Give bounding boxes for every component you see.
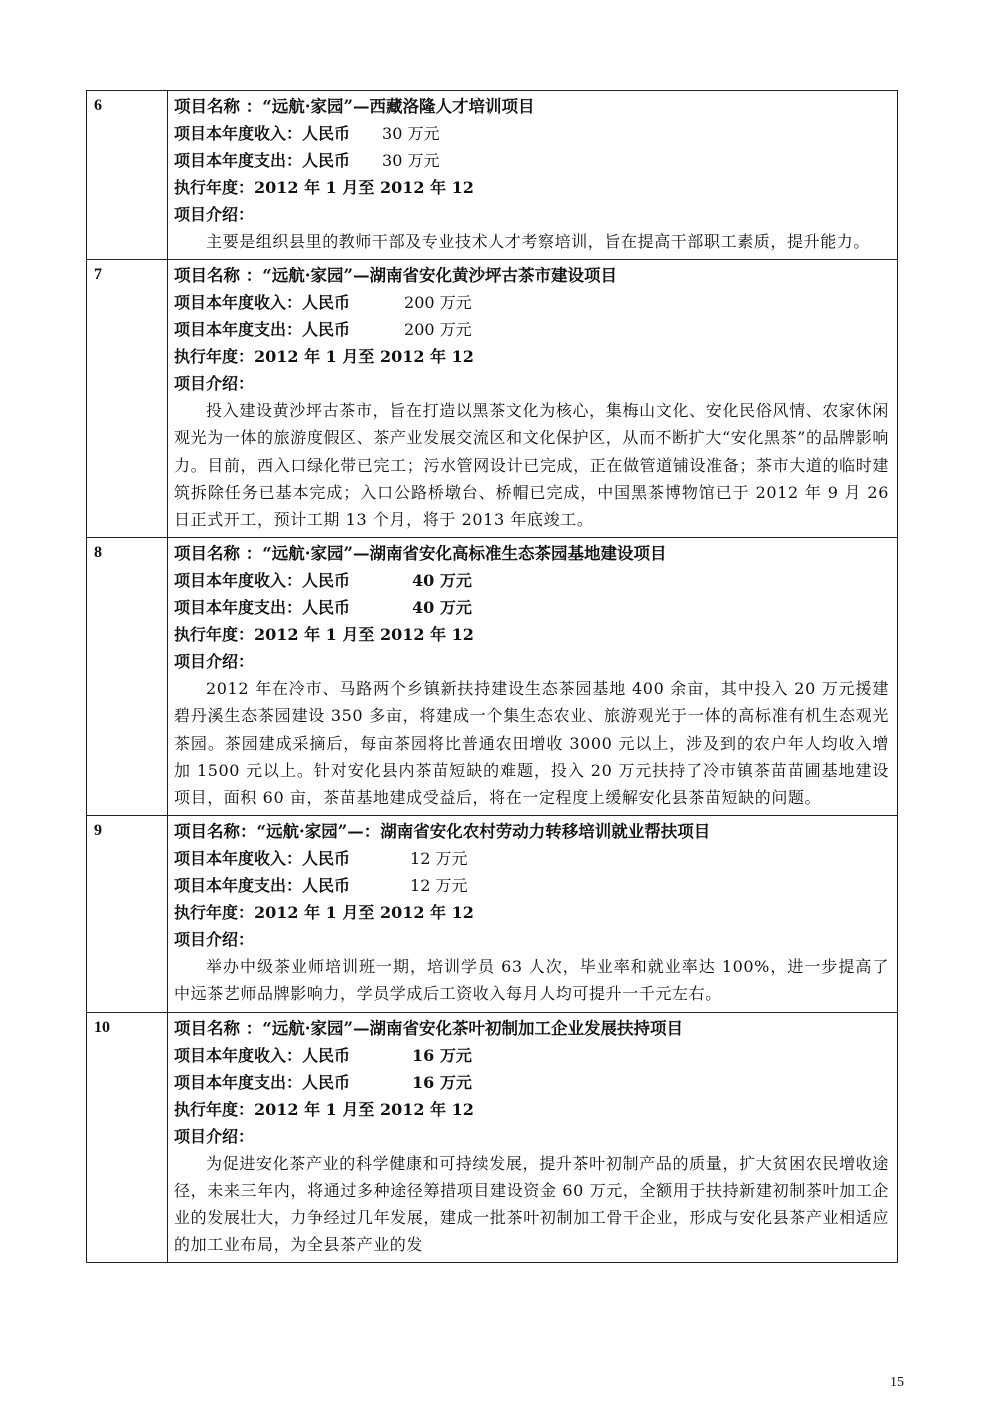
project-income: 项目本年度收入：人民币 16 万元 [174, 1045, 472, 1065]
project-expense: 项目本年度支出：人民币 200 万元 [174, 320, 472, 340]
project-intro-label: 项目介绍： [174, 930, 255, 950]
project-income: 项目本年度收入：人民币 12 万元 [174, 849, 468, 869]
project-intro: 主要是组织县里的教师干部及专业技术人才考察培训，旨在提高干部职工素质，提升能力。 [206, 232, 871, 251]
project-number: 9 [87, 816, 168, 1012]
project-year: 执行年度：2012 年 1 月至 2012 年 12 [174, 903, 474, 923]
project-name: 项目名称 ：“远航·家园”—湖南省安化茶叶初制加工企业发展扶持项目 [174, 1018, 683, 1038]
project-number: 8 [87, 538, 168, 816]
project-content [168, 91, 898, 260]
page-number: 15 [890, 1375, 904, 1390]
project-expense: 项目本年度支出：人民币 16 万元 [174, 1072, 472, 1092]
project-name: 项目名称：“远航·家园”—：湖南省安化农村劳动力转移培训就业帮扶项目 [174, 822, 711, 842]
project-intro-label: 项目介绍： [174, 205, 255, 224]
project-content [168, 1012, 898, 1263]
project-row [87, 538, 898, 816]
project-number: 6 [87, 91, 168, 260]
project-income: 项目本年度收入：人民币 30 万元 [174, 124, 440, 143]
project-row [87, 91, 898, 260]
project-year: 执行年度：2012 年 1 月至 2012 年 12 [174, 178, 474, 197]
project-number: 10 [87, 1012, 168, 1263]
project-name: 项目名称 ：“远航·家园”—湖南省安化黄沙坪古茶市建设项目 [174, 266, 617, 286]
project-content [168, 260, 898, 538]
project-content [168, 538, 898, 816]
project-intro-label: 项目介绍： [174, 374, 255, 394]
project-expense: 项目本年度支出：人民币 40 万元 [174, 598, 472, 618]
project-income: 项目本年度收入：人民币 40 万元 [174, 571, 472, 591]
project-expense: 项目本年度支出：人民币 12 万元 [174, 876, 468, 896]
project-row [87, 260, 898, 538]
project-number: 7 [87, 260, 168, 538]
project-income: 项目本年度收入：人民币 200 万元 [174, 293, 472, 313]
project-year: 执行年度：2012 年 1 月至 2012 年 12 [174, 1099, 474, 1119]
project-year: 执行年度：2012 年 1 月至 2012 年 12 [174, 625, 474, 645]
project-expense: 项目本年度支出：人民币 30 万元 [174, 151, 440, 170]
project-intro: 2012 年在冷市、马路两个乡镇新扶持建设生态茶园基地 400 余亩，其中投入 20 万元援建碧丹溪生态茶园建设 350 多亩，将建成一个集生态农业、旅游观光于一体的高标准有机生态观光茶园。茶园建成采摘后，每亩茶园将比普通农田增收 3000 元以上，涉及到的农户年人均收入增加 1500 元以上。针对安化县内茶苗短缺的难题，投入 20 万元扶持了冷市镇茶苗苗圃基地建设项目，面积 60 亩，茶苗基地建成受益后，将在一定程度上缓解安化县茶苗短缺的问题。 [174, 679, 889, 808]
project-content [168, 816, 898, 1012]
project-year: 执行年度：2012 年 1 月至 2012 年 12 [174, 347, 474, 367]
project-row [87, 816, 898, 1012]
project-intro-label: 项目介绍： [174, 1126, 255, 1146]
project-intro: 投入建设黄沙坪古茶市，旨在打造以黑茶文化为核心，集梅山文化、安化民俗风情、农家休闲观光为一体的旅游度假区、茶产业发展交流区和文化保护区，从而不断扩大“安化黑茶”的品牌影响力。目前，西入口绿化带已完工；污水管网设计已完成，正在做管道铺设准备；茶市大道的临时建筑拆除任务已基本完成；入口公路桥墩台、桥帽已完成，中国黑茶博物馆已于 2012 年 9 月 26 日正式开工，预计工期 13 个月，将于 2013 年底竣工。 [174, 401, 889, 530]
project-intro: 举办中级茶业师培训班一期，培训学员 63 人次，毕业率和就业率达 100%，进一步提高了中远茶艺师品牌影响力，学员学成后工资收入每月人均可提升一千元左右。 [174, 957, 889, 1004]
project-name: 项目名称 ：“远航·家园”—西藏洛隆人才培训项目 [174, 97, 535, 116]
projects-table [86, 90, 898, 1263]
project-name: 项目名称 ：“远航·家园”—湖南省安化高标准生态茶园基地建设项目 [174, 544, 667, 564]
project-intro: 为促进安化茶产业的科学健康和可持续发展，提升茶叶初制产品的质量，扩大贫困农民增收途径，未来三年内，将通过多种途径筹措项目建设资金 60 万元，全额用于扶持新建初制茶叶加工企业的发展壮大，力争经过几年发展，建成一批茶叶初制加工骨干企业，形成与安化县茶产业相适应的加工业布局，为全县茶产业的发 [174, 1153, 889, 1255]
project-intro-label: 项目介绍： [174, 652, 255, 672]
project-row [87, 1012, 898, 1263]
